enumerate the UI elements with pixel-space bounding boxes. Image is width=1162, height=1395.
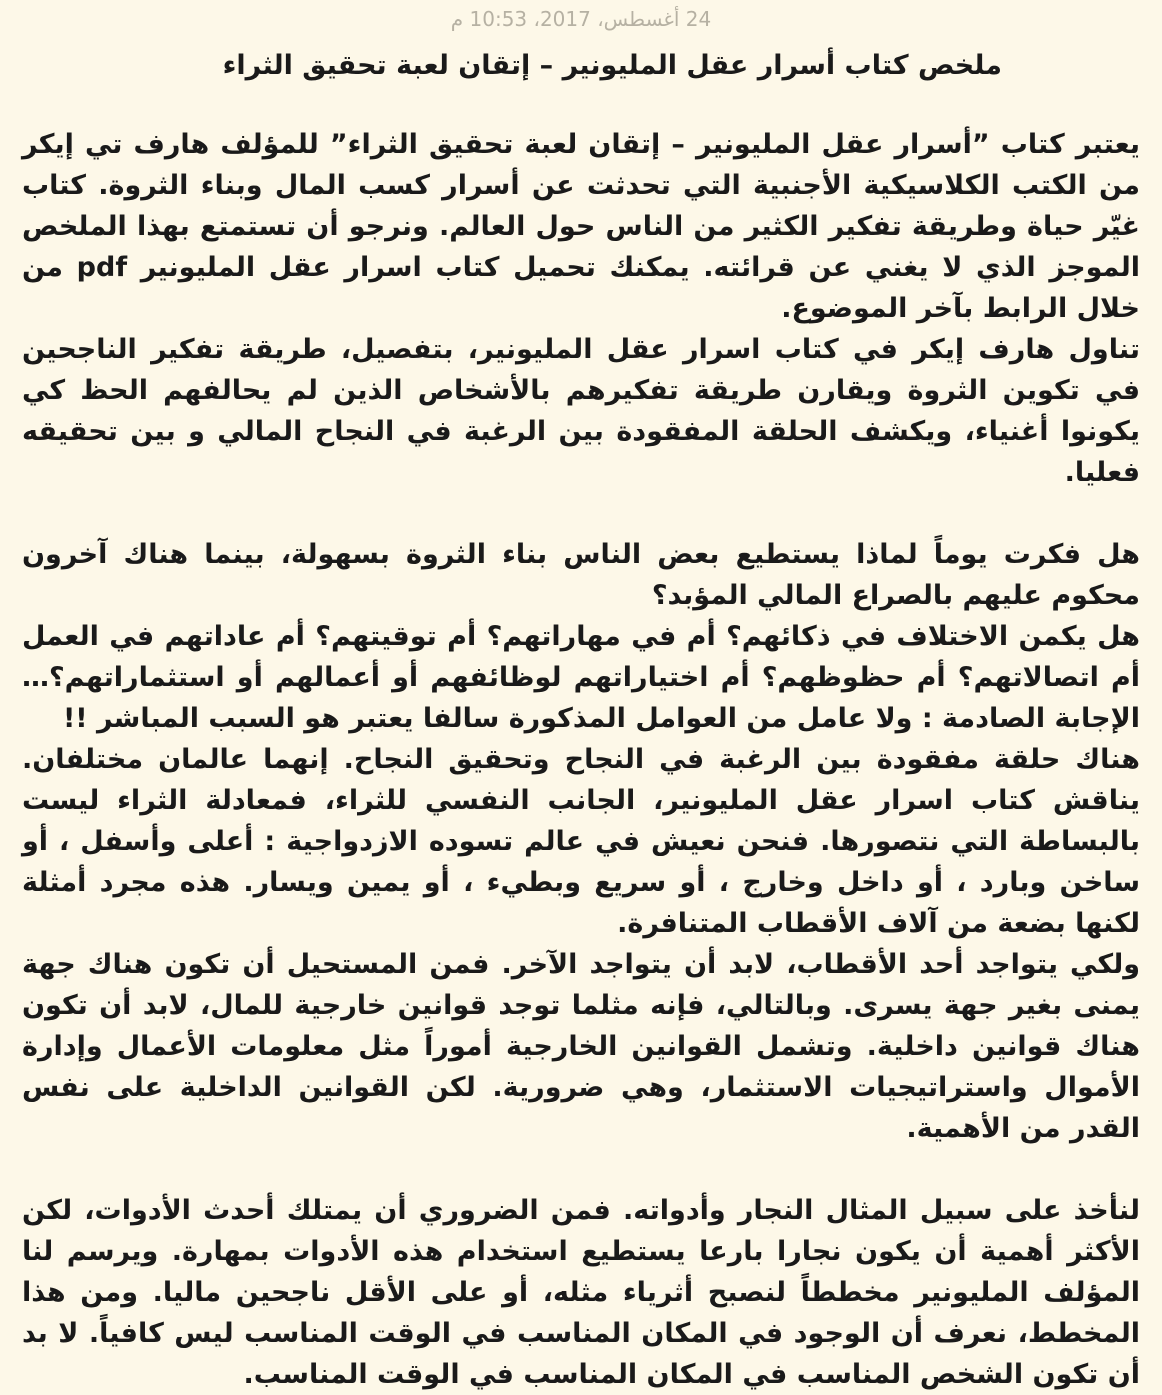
note-body[interactable] (22, 124, 1140, 1395)
paragraph-question[interactable]: هل فكرت يوماً لماذا يستطيع بعض الناس بناء الثروة بسهولة، بينما هناك آخرون محكوم عليهم بالصراع المالي المؤبد؟ (22, 539, 1140, 611)
note-timestamp: 24 أغسطس، 2017، 10:53 م (450, 7, 712, 31)
paragraph-poles[interactable]: ولكي يتواجد أحد الأقطاب، لابد أن يتواجد الآخر. فمن المستحيل أن تكون هناك جهة يمنى بغير جهة يسرى. وبالتالي، فإنه مثلما توجد قوانين خارجية للمال، لابد أن تكون هناك قوانين داخلية. وتشمل القوانين الخارجية أموراً مثل معلومات الأعمال وإدارة الأموال واستراتيجيات الاستثمار، وهي ضرورية. لكن القوانين الداخلية على نفس القدر من الأهمية. (22, 949, 1140, 1144)
paragraph-overview-text: تناول هارف إيكر في كتاب اسرار عقل المليونير، بتفصيل، طريقة تفكير الناجحين في تكوين الثروة ويقارن طريقة تفكيرهم بالأشخاص الذين لم يحالفهم الحظ كي يكونوا أغنياء، ويكشف الحلقة المفقودة بين الرغبة في النجاح المالي و بين تحقيقه فعليا. (22, 334, 1140, 488)
note-title[interactable]: ملخص كتاب أسرار عقل المليونير – إتقان لعبة تحقيق الثراء (222, 50, 1002, 81)
paragraph-overview[interactable] (22, 329, 1140, 493)
paragraph-missing-link[interactable]: هناك حلقة مفقودة بين الرغبة في النجاح وتحقيق النجاح. إنهما عالمان مختلفان. يناقش كتاب اسرار عقل المليونير، الجانب النفسي للثراء، فمعادلة الثراء ليست بالبساطة التي نتصورها. فنحن نعيش في عالم تسوده الازدواجية : أعلى وأسفل ، أو ساخن وبارد ، أو داخل وخارج ، أو سريع وبطيء ، أو يمين ويسار. هذه مجرد أمثلة لكنها بضعة من آلاف الأقطاب المتنافرة. (22, 744, 1140, 939)
paragraph-intro[interactable]: يعتبر كتاب ”أسرار عقل المليونير – إتقان لعبة تحقيق الثراء” للمؤلف هارف تي إيكر من الكتب الكلاسيكية الأجنبية التي تحدثت عن أسرار كسب المال وبناء الثروة. كتاب غيّر حياة وطريقة تفكير الكثير من الناس حول العالم. ونرجو أن تستمتع بهذا الملخص الموجز الذي لا يغني عن قرائته. يمكنك تحميل كتاب اسرار عقل المليونير pdf من خلال الرابط بآخر الموضوع. (22, 129, 1140, 324)
paragraph-differences[interactable]: هل يكمن الاختلاف في ذكائهم؟ أم في مهاراتهم؟ أم توقيتهم؟ أم عاداتهم في العمل أم اتصالاتهم؟ أم حظوظهم؟ أم اختياراتهم لوظائفهم أو أعمالهم أو استثماراتهم؟… الإجابة الصادمة : ولا عامل من العوامل المذكورة سالفا يعتبر هو السبب المباشر !! (22, 621, 1140, 734)
paragraph-carpenter[interactable]: لنأخذ على سبيل المثال النجار وأدواته. فمن الضروري أن يمتلك أحدث الأدوات، لكن الأكثر أهمية أن يكون نجارا بارعا يستطيع استخدام هذه الأدوات بمهارة. ويرسم لنا المؤلف المليونير مخططاً لنصبح أثرياء مثله، أو على الأقل ناجحين ماليا. ومن هذا المخطط، نعرف أن الوجود في المكان المناسب في الوقت المناسب ليس كافياً. لا بد أن تكون الشخص المناسب في المكان المناسب في الوقت المناسب. (22, 1195, 1140, 1390)
